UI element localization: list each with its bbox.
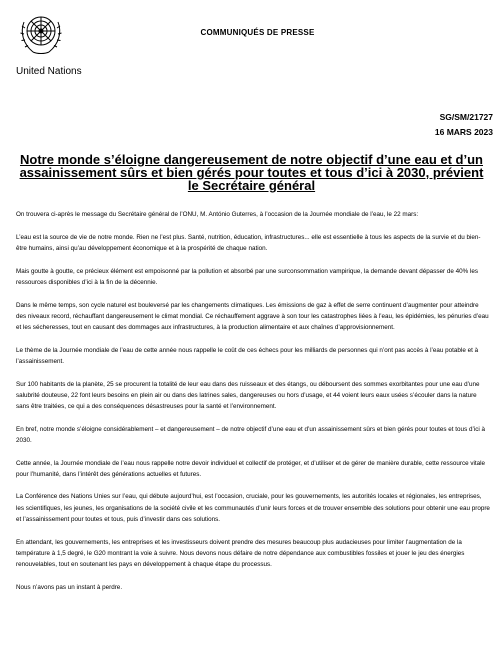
paragraph: En bref, notre monde s’éloigne considérablement – et dangereusement – de notre objectif d’une eau et d’un assainissement sûrs et bien gérés pour toutes et tous d’ici à 2030. <box>16 425 486 444</box>
organization-name: United Nations <box>16 66 82 77</box>
paragraph: Dans le même temps, son cycle naturel est bouleversé par les changements climatiques. Les émissions de gaz à effet de serre continuent d’augmenter pour atteindre des niveaux record, réchauffant dangereusement le climat mondial. Ce réchauffement aggrave à son tour les catastrophes liées à l’eau, les épidémies, les pénuries d’eau et les sécheresses, tout en causant des dommages aux infrastructures, à la production alimentaire et aux chaînes d’approvisionnement. <box>16 301 489 331</box>
document-date: 16 MARS 2023 <box>434 127 493 137</box>
paragraph: L’eau est la source de vie de notre monde. Rien ne l’est plus. Santé, nutrition, éducation, infrastructures... elle est essentielle à tous les aspects de la survie et du bien-être humains, ainsi qu’au développement économique et à la prospérité de chaque nation. <box>16 233 481 252</box>
paragraph: La Conférence des Nations Unies sur l’eau, qui débute aujourd’hui, est l’occasion, cruciale, pour les gouvernements, les autorités locales et régionales, les entreprises, les scientifiques, les jeunes, les organisations de la société civile et les communautés d’unir leurs forces et de trouver ensemble des solutions pour obtenir une eau propre et l’assainissement pour toutes et tous, puis d’investir dans ces solutions. <box>16 493 490 523</box>
paragraph: Cette année, la Journée mondiale de l’eau nous rappelle notre devoir individuel et collectif de protéger, et d’utiliser et de gérer de manière durable, cette ressource vitale pour l’humanité, dans l’intérêt des générations actuelles et futures. <box>16 459 486 478</box>
press-release-title: Notre monde s’éloigne dangereusement de notre objectif d’une eau et d’un assainissement sûrs et bien gérés pour toutes et tous d’ici à 2030, prévient le Secrétaire général <box>19 152 484 193</box>
section-heading: COMMUNIQUÉS DE PRESSE <box>200 28 315 37</box>
paragraph: En attendant, les gouvernements, les entreprises et les investisseurs doivent prendre des mesures beaucoup plus audacieuses pour limiter l’augmentation de la température à 1,5 degré, le G20 montrant la voie à suivre. Nous devons nous défaire de notre dépendance aux combustibles fossiles et jouer le jeu des énergies renouvelables, tout en soutenant les pays en développement à chaque étape du processus. <box>16 538 465 568</box>
document-reference: SG/SM/21727 <box>439 112 493 122</box>
paragraph: Nous n’avons pas un instant à perdre. <box>16 583 123 591</box>
un-emblem-icon <box>16 8 66 58</box>
paragraph: On trouvera ci-après le message du Secrétaire général de l’ONU, M. António Guterres, à l’occasion de la Journée mondiale de l’eau, le 22 mars: <box>16 211 419 218</box>
press-release-body <box>16 209 490 593</box>
paragraph: Le thème de la Journée mondiale de l’eau de cette année nous rappelle le coût de ces échecs pour les milliards de personnes qui n’ont pas accès à l’eau potable et à l’assainissement. <box>16 346 479 365</box>
paragraph: Sur 100 habitants de la planète, 25 se procurent la totalité de leur eau dans des ruisseaux et des étangs, ou déboursent des sommes exorbitantes pour une eau d’une salubrité douteuse, 22 font leurs besoins en plein air ou dans des latrines sales, dangereuses ou hors d’usage, et 44 voient leurs eaux usées s’écouler dans la nature sans être traitées, ce qui a des conséquences désastreuses pour la santé et l’environnement. <box>16 380 480 410</box>
paragraph: Mais goutte à goutte, ce précieux élément est empoisonné par la pollution et absorbé par une surconsommation vampirique, la demande devant dépasser de 40% les ressources disponibles d’ici à la fin de la décennie. <box>16 267 479 286</box>
